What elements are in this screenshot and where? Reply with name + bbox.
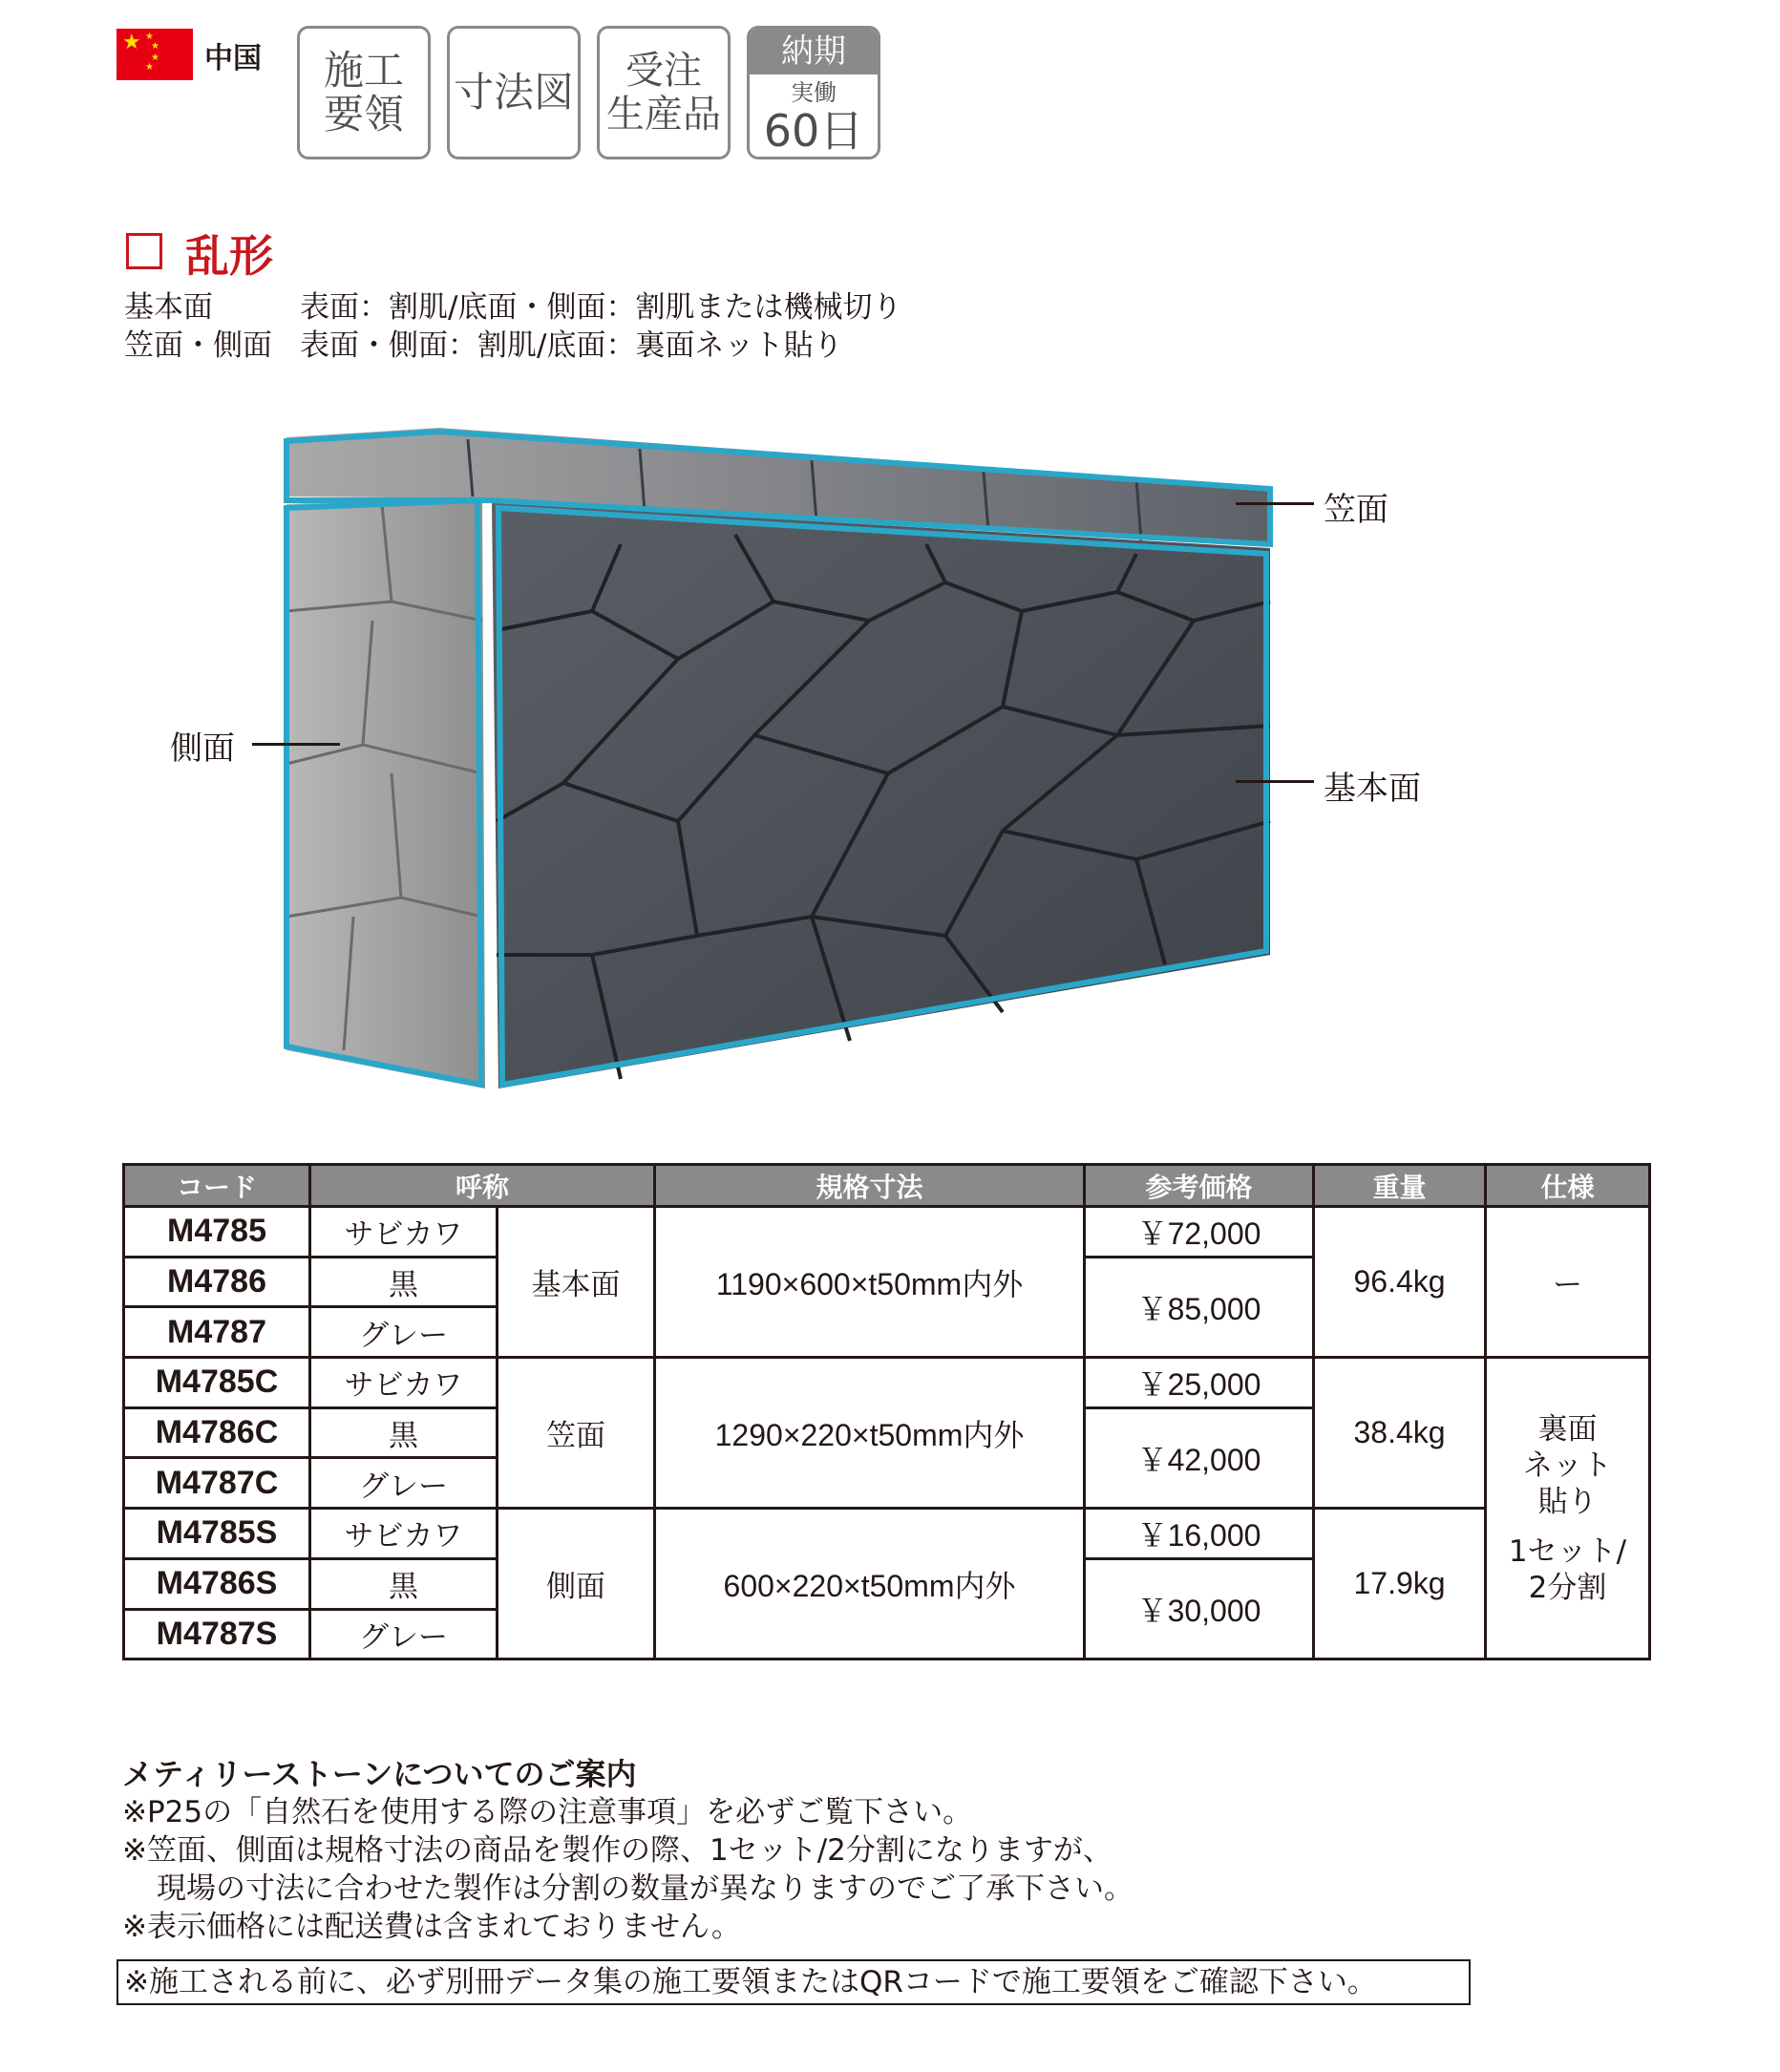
boxed-notice: ※施工される前に、必ず別冊データ集の施工要領またはQRコードで施工要領をご確認下さい。 xyxy=(117,1959,1471,2005)
name-cell: サビカワ xyxy=(310,1207,498,1258)
title-square-icon xyxy=(126,233,162,269)
china-flag-icon xyxy=(117,29,193,80)
table-header-row xyxy=(124,1165,1650,1207)
code-cell: M4785C xyxy=(124,1358,310,1408)
side-face xyxy=(286,495,485,1089)
code-cell: M4787 xyxy=(124,1307,310,1358)
table-row xyxy=(124,1207,1650,1258)
spec-line: 2分割 xyxy=(1528,1570,1607,1605)
dimension-drawing-badge[interactable] xyxy=(447,26,581,159)
table-row xyxy=(124,1358,1650,1408)
code-cell: M4785S xyxy=(124,1509,310,1559)
weight-cell: 38.4kg xyxy=(1314,1358,1486,1509)
size-cell: 1290×220×t50mm内外 xyxy=(655,1358,1085,1509)
callout-line xyxy=(1236,780,1314,783)
spec-value: 表面・側面：割肌/底面：裏面ネット貼り xyxy=(300,328,843,363)
badge-text: 生産品 xyxy=(606,93,721,137)
header-name: 呼称 xyxy=(310,1165,655,1207)
code-cell: M4786S xyxy=(124,1558,310,1609)
note-line: ※P25の「自然石を使用する際の注意事項」を必ずご覧下さい。 xyxy=(122,1795,973,1829)
notes-section xyxy=(122,1755,1134,1946)
callout-line xyxy=(252,743,340,746)
header-code: コード xyxy=(124,1165,310,1207)
product-title: 乱形 xyxy=(185,230,273,282)
header-size: 規格寸法 xyxy=(655,1165,1085,1207)
price-cell: ￥30,000 xyxy=(1085,1558,1314,1659)
flag-star-icon: ★ xyxy=(151,53,159,63)
weight-cell: 96.4kg xyxy=(1314,1207,1486,1358)
notes-heading: メティリーストーンについてのご案内 xyxy=(122,1756,637,1792)
shared-spec-cell xyxy=(1486,1358,1650,1660)
callout-main-label: 基本面 xyxy=(1324,770,1421,808)
spec-value: 表面：割肌/底面・側面：割肌または機械切り xyxy=(300,290,902,325)
spec-row xyxy=(124,327,984,365)
size-cell: 600×220×t50mm内外 xyxy=(655,1509,1085,1660)
badge-text: 寸法図 xyxy=(453,69,574,116)
code-cell: M4787S xyxy=(124,1609,310,1660)
spec-row xyxy=(124,288,984,327)
made-to-order-badge xyxy=(597,26,731,159)
note-line: 現場の寸法に合わせた製作は分割の数量が異なりますのでご了承下さい。 xyxy=(157,1871,1134,1906)
spec-key: 笠面・側面 xyxy=(124,328,272,363)
name-cell: サビカワ xyxy=(310,1358,498,1408)
code-cell: M4786 xyxy=(124,1257,310,1307)
spec-key: 基本面 xyxy=(124,290,213,325)
note-line: ※笠面、側面は規格寸法の商品を製作の際、1セット/2分割になりますが、 xyxy=(122,1833,1112,1868)
price-cell: ￥16,000 xyxy=(1085,1509,1314,1559)
name-cell: グレー xyxy=(310,1609,498,1660)
header-price: 参考価格 xyxy=(1085,1165,1314,1207)
lead-time-badge xyxy=(747,26,880,159)
name-cell: 黒 xyxy=(310,1558,498,1609)
header-weight: 重量 xyxy=(1314,1165,1486,1207)
type-cell: 基本面 xyxy=(498,1207,655,1358)
code-cell: M4785 xyxy=(124,1207,310,1258)
type-cell: 笠面 xyxy=(498,1358,655,1509)
badge-text: 施工 xyxy=(323,47,404,94)
code-cell: M4786C xyxy=(124,1407,310,1458)
spec-line: 裏面 xyxy=(1537,1411,1598,1447)
header-spec: 仕様 xyxy=(1486,1165,1650,1207)
note-line: ※表示価格には配送費は含まれておりません。 xyxy=(122,1910,741,1944)
weight-cell: 17.9kg xyxy=(1314,1509,1486,1660)
callout-cap-label: 笠面 xyxy=(1324,491,1388,529)
price-cell: ￥25,000 xyxy=(1085,1358,1314,1408)
price-cell: ￥85,000 xyxy=(1085,1257,1314,1357)
spec-line: 貼り xyxy=(1537,1484,1598,1519)
type-cell: 側面 xyxy=(498,1509,655,1660)
price-cell: ￥72,000 xyxy=(1085,1207,1314,1258)
flag-star-icon: ★ xyxy=(145,62,154,73)
code-cell: M4787C xyxy=(124,1458,310,1509)
name-cell: グレー xyxy=(310,1458,498,1509)
spec-cell: ー xyxy=(1486,1207,1650,1358)
size-cell: 1190×600×t50mm内外 xyxy=(655,1207,1085,1358)
country-label: 中国 xyxy=(204,42,262,75)
lead-time-value: 60日 xyxy=(763,105,864,157)
callout-line xyxy=(1236,502,1314,505)
flag-star-icon: ★ xyxy=(145,32,154,42)
badge-text: 受注 xyxy=(625,49,702,93)
lead-time-sub: 実働 xyxy=(791,79,837,106)
stone-wall-illustration xyxy=(277,420,1289,1117)
spec-line: 1セット/ xyxy=(1508,1533,1627,1569)
main-face xyxy=(492,502,1270,1089)
name-cell: サビカワ xyxy=(310,1509,498,1559)
flag-star-icon: ★ xyxy=(151,41,159,52)
callout-side-label: 側面 xyxy=(170,729,235,768)
construction-guide-badge[interactable] xyxy=(297,26,431,159)
product-spec-table xyxy=(122,1163,1651,1660)
flag-star-icon: ★ xyxy=(122,31,141,54)
badge-text: 要領 xyxy=(323,91,404,137)
name-cell: グレー xyxy=(310,1307,498,1358)
name-cell: 黒 xyxy=(310,1407,498,1458)
table-row xyxy=(124,1509,1650,1559)
price-cell: ￥42,000 xyxy=(1085,1407,1314,1508)
name-cell: 黒 xyxy=(310,1257,498,1307)
spec-line: ネット xyxy=(1523,1448,1613,1483)
lead-time-label: 納期 xyxy=(750,29,878,74)
